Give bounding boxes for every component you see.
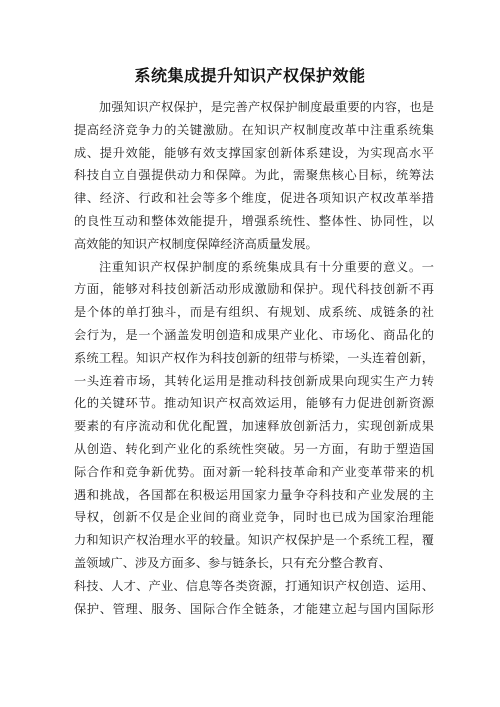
paragraph-1-line-3: 成、提升效能，能够有效支撑国家创新体系建设，为实现高水平 <box>74 145 434 160</box>
paragraph-1-line-5: 律、经济、行政和社会等多个维度，促进各项知识产权改革举措 <box>74 191 434 206</box>
paragraph-2-line-2: 方面，能够对科技创新活动形成激励和保护。现代科技创新不再 <box>74 282 434 297</box>
paragraph-1-line-7: 高效能的知识产权制度保障经济高质量发展。 <box>74 236 318 251</box>
paragraph-2-line-8: 要素的有序流动和优化配置，加速释放创新活力，实现创新成果 <box>74 419 434 434</box>
paragraph-2-line-13: 力和知识产权治理水平的较量。知识产权保护是一个系统工程，覆 <box>74 533 434 548</box>
paragraph-1-line-2: 提高经济竞争力的关键激励。在知识产权制度改革中注重系统集 <box>74 122 434 137</box>
document-body <box>74 96 434 620</box>
paragraph-2-line-1: 注重知识产权保护制度的系统集成具有十分重要的意义。一 <box>99 259 434 274</box>
document-title: 系统集成提升知识产权保护效能 <box>134 66 366 85</box>
paragraph-2-line-14: 盖领域广、涉及方面多、参与链条长，只有充分整合教育、 <box>74 555 391 570</box>
paragraph-2-line-11: 遇和挑战，各国都在积极运用国家力量争夺科技和产业发展的主 <box>74 487 434 502</box>
paragraph-1-line-1: 加强知识产权保护，是完善产权保护制度最重要的内容，也是 <box>99 100 434 114</box>
paragraph-2-line-5: 系统工程。知识产权作为科技创新的纽带与桥梁，一头连着创新， <box>74 350 434 365</box>
paragraph-2-line-12: 导权，创新不仅是企业间的商业竞争，同时也已成为国家治理能 <box>74 510 434 525</box>
paragraph-2-line-10: 际合作和竞争新优势。面对新一轮科技革命和产业变革带来的机 <box>74 464 434 479</box>
paragraph-1-line-6: 的良性互动和整体效能提升，增强系统性、整体性、协同性，以 <box>74 213 434 228</box>
paragraph-2-line-9: 从创造、转化到产业化的系统性突破。另一方面，有助于塑造国 <box>74 441 434 456</box>
paragraph-1-line-4: 科技自立自强提供动力和保障。为此，需聚焦核心目标，统筹法 <box>74 168 434 183</box>
paragraph-2-line-16: 保护、管理、服务、国际合作全链条，才能建立起与国内国际形 <box>74 601 434 616</box>
paragraph-2-line-6: 一头连着市场，其转化运用是推动科技创新成果向现实生产力转 <box>74 373 434 388</box>
paragraph-2-line-15: 科技、人才、产业、信息等各类资源，打通知识产权创造、运用、 <box>74 578 434 593</box>
paragraph-2-line-7: 化的关键环节。推动知识产权高效运用，能够有力促进创新资源 <box>74 396 434 411</box>
paragraph-2-line-3: 是个体的单打独斗，而是有组织、有规划、成系统、成链条的社 <box>74 305 434 320</box>
paragraph-2-line-4: 会行为，是一个涵盖发明创造和成果产业化、市场化、商品化的 <box>74 327 434 342</box>
